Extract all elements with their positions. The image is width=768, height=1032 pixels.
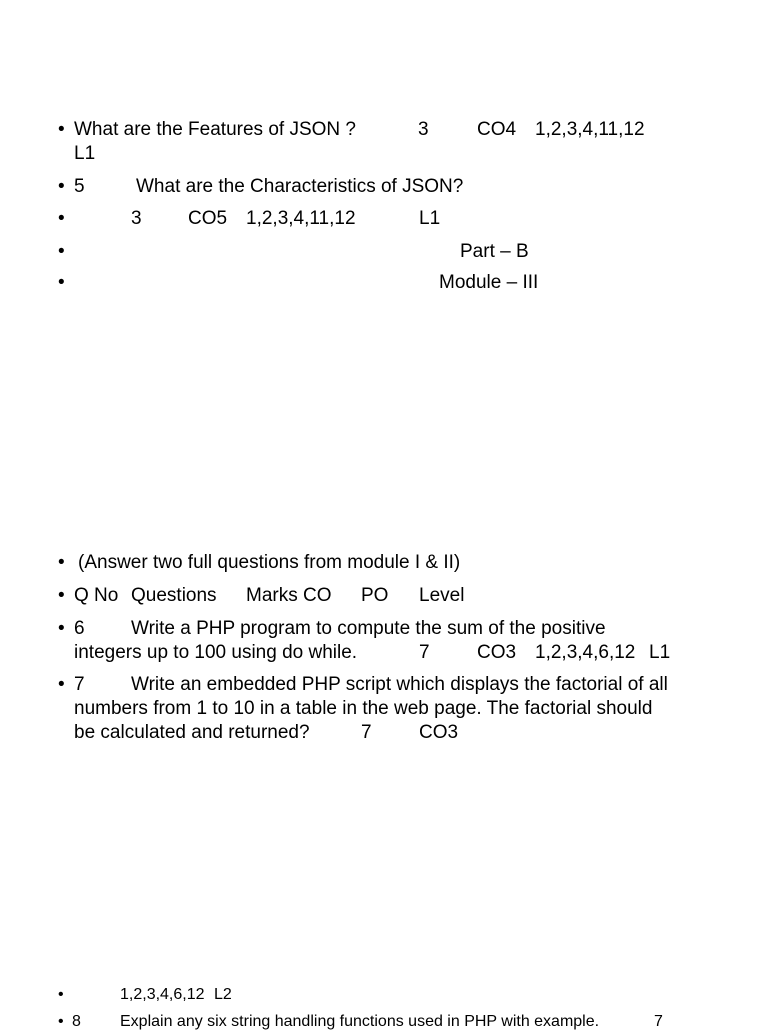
bullet: • bbox=[58, 119, 65, 140]
question-text: numbers from 1 to 10 in a table in the web page. The factorial should bbox=[74, 698, 653, 719]
question-number: 6 bbox=[74, 618, 85, 639]
level: L1 bbox=[74, 143, 96, 164]
header-po: PO bbox=[361, 585, 389, 606]
header-co: CO bbox=[303, 585, 332, 606]
co: CO5 bbox=[188, 208, 228, 229]
marks: 3 bbox=[418, 119, 429, 140]
co: CO4 bbox=[477, 119, 517, 140]
question-text: integers up to 100 using do while. bbox=[74, 642, 358, 663]
bullet: • bbox=[58, 986, 64, 1003]
header-marks: Marks bbox=[246, 585, 298, 606]
header-questions: Questions bbox=[131, 585, 217, 606]
po: 1,2,3,4,6,12 bbox=[535, 642, 636, 663]
bullet: • bbox=[58, 585, 65, 606]
co: CO3 bbox=[419, 722, 459, 743]
po: 1,2,3,4,11,12 bbox=[535, 119, 645, 140]
question-text: What are the Features of JSON ? bbox=[74, 119, 356, 140]
level: L1 bbox=[419, 208, 441, 229]
instruction: (Answer two full questions from module I & II) bbox=[78, 552, 461, 573]
part-heading: Part – B bbox=[460, 241, 529, 262]
marks: 3 bbox=[131, 208, 142, 229]
question-text: Explain any six string handling functions used in PHP with example. bbox=[120, 1013, 600, 1030]
bullet: • bbox=[58, 552, 65, 573]
level: L1 bbox=[649, 642, 671, 663]
marks: 7 bbox=[419, 642, 430, 663]
marks: 7 bbox=[654, 1013, 663, 1030]
question-text: What are the Characteristics of JSON? bbox=[136, 176, 464, 197]
marks: 7 bbox=[361, 722, 372, 743]
bullet: • bbox=[58, 618, 65, 639]
level: L2 bbox=[214, 986, 232, 1003]
question-number: 5 bbox=[74, 176, 85, 197]
header-level: Level bbox=[419, 585, 465, 606]
bullet: • bbox=[58, 272, 65, 293]
bullet: • bbox=[58, 1013, 64, 1030]
bullet: • bbox=[58, 241, 65, 262]
po: 1,2,3,4,11,12 bbox=[246, 208, 356, 229]
co: CO3 bbox=[477, 642, 517, 663]
header-qno: Q No bbox=[74, 585, 119, 606]
question-number: 8 bbox=[72, 1013, 81, 1030]
bullet: • bbox=[58, 674, 65, 695]
question-text: Write an embedded PHP script which displays the factorial of all bbox=[131, 674, 668, 695]
question-number: 7 bbox=[74, 674, 85, 695]
question-text: Write a PHP program to compute the sum of the positive bbox=[131, 618, 606, 639]
po: 1,2,3,4,6,12 bbox=[120, 986, 205, 1003]
bullet: • bbox=[58, 208, 65, 229]
question-text: be calculated and returned? bbox=[74, 722, 310, 743]
bullet: • bbox=[58, 176, 65, 197]
module-heading: Module – III bbox=[439, 272, 539, 293]
